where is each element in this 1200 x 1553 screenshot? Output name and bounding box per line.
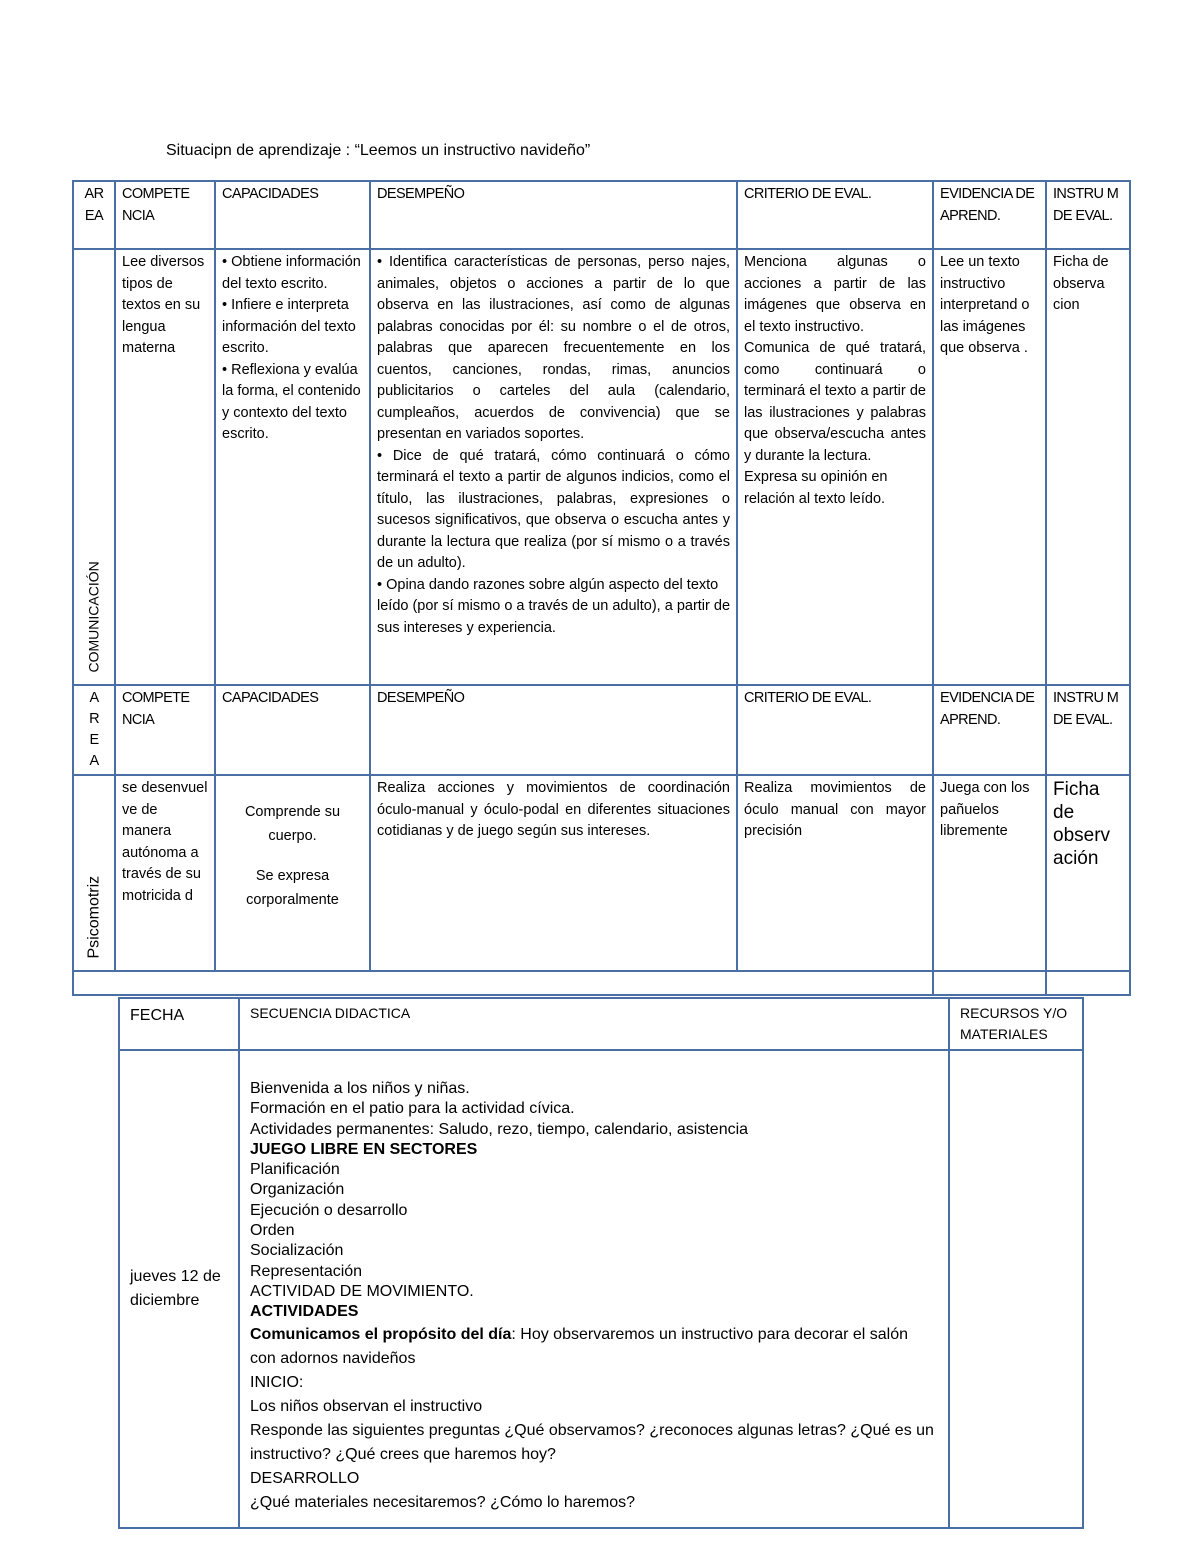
sequence-line: Organización [250,1181,345,1199]
sequence-line: Orden [250,1222,295,1240]
criterio-comunicacion [737,249,933,685]
sequence-line: Planificación [250,1161,340,1179]
header-row [73,181,1130,249]
capacidad-item: • Reflexiona y evalúa la forma, el contenido y contexto del texto escrito. [222,361,361,442]
capacidad-item: Se expresa corporalmente [246,868,339,908]
sequence-line: DESARROLLO [250,1469,360,1487]
fecha-cell: jueves 12 de diciembre [119,1050,239,1528]
area-psicomotriz-label: Psicomotriz [85,875,103,958]
sequence-header-row [119,998,1083,1050]
area-comunicacion [73,249,115,685]
desempeno-comunicacion [370,249,737,685]
capacidad-item: • Infiere e interpreta información del texto escrito. [222,297,356,356]
sequence-line: Responde las siguientes preguntas ¿Qué observamos? ¿reconoces algunas letras? ¿Qué es un instructivo? ¿Qué crees que haremos hoy? [250,1421,934,1463]
sequence-heading: JUEGO LIBRE EN SECTORES [250,1140,478,1158]
desempeno-psicomotriz: Realiza acciones y movimientos de coordinación óculo-manual y óculo-podal en diferentes situaciones cotidianas y de juego según sus intereses. [370,775,737,971]
evidencia-comunicacion: Lee un texto instructivo interpretand o las imágenes que observa . [933,249,1046,685]
sequence-line: ¿Qué materiales necesitaremos? ¿Cómo lo haremos? [250,1493,636,1511]
sequence-line: Socialización [250,1242,344,1260]
header-desempeno-2: DESEMPEÑO [370,685,737,775]
header-criterio-2: CRITERIO DE EVAL. [737,685,933,775]
header-area-2: A R E A [73,685,115,775]
capacidades-psicomotriz [215,775,370,971]
header-recursos: RECURSOS Y/O MATERIALES [949,998,1083,1050]
sequence-line: Ejecución o desarrollo [250,1201,408,1219]
proposito-line [250,1323,938,1371]
criterio-item: Comunica de qué tratará, como continuará o terminará el texto a partir de las ilustraciones y palabras que observa/escucha antes y durante la lectura. [744,340,926,464]
desempeno-item: • Dice de qué tratará, cómo continuará o cómo terminará el texto a partir de algunos indicios, como el título, las ilustraciones, palabras, expresiones o sucesos significativos, que observa o escucha antes y durante la lectura que realiza (por sí mismo o a través de un adulto). [377,447,730,571]
header-capacidades: CAPACIDADES [215,181,370,249]
empty-cell [73,971,933,995]
sequence-line: Los niños observan el instructivo [250,1397,483,1415]
unit-table [72,180,1131,996]
header-evidencia-2: EVIDENCIA DE APREND. [933,685,1046,775]
competencia-psicomotriz: se desenvuel ve de manera autónoma a través de su motricida d [115,775,215,971]
competencia-comunicacion: Lee diversos tipos de textos en su lengua materna [115,249,215,685]
sequence-heading: ACTIVIDADES [250,1303,359,1321]
criterio-item: Menciona algunas o acciones a partir de las imágenes que observa en el texto instructivo. [744,254,926,335]
proposito-label: Comunicamos el propósito del día [250,1325,512,1343]
sequence-line: Bienvenida a los niños y niñas. [250,1080,470,1097]
capacidad-item: • Obtiene información del texto escrito. [222,254,361,292]
criterio-item: Expresa su opinión en relación al texto leído. [744,469,888,507]
header-fecha: FECHA [119,998,239,1050]
sequence-line: ACTIVIDAD DE MOVIMIENTO. [250,1282,474,1300]
sequence-line: Formación en el patio para la actividad cívica. [250,1100,575,1118]
recursos-cell [949,1050,1083,1528]
header-competencia: COMPETE NCIA [115,181,215,249]
desempeno-item: • Identifica características de personas, perso najes, animales, objetos o acciones a partir de lo que observa en las ilustraciones, así como de algunas palabras conocidas por él: su nombre o el de otros, palabras que aparecen frecuentemente en los cuentos, canciones, rondas, rimas, anuncios publicitarios o carteles del aula (calendario, cumpleaños, acuerdos de convivencia) que se presentan en variados soportes. [377,254,730,442]
psicomotriz-row [73,775,1130,971]
header-desempeno: DESEMPEÑO [370,181,737,249]
page-title: Situacipn de aprendizaje : “Leemos un instructivo navideño” [166,142,591,159]
sequence-line: Actividades permanentes: Saludo, rezo, tiempo, calendario, asistencia [250,1120,749,1138]
header-capacidades-2: CAPACIDADES [215,685,370,775]
secuencia-cell [239,1050,949,1528]
empty-cell [1046,971,1130,995]
sequence-table [118,997,1084,1529]
empty-row [73,971,1130,995]
area-psicomotriz [73,775,115,971]
instrumento-comunicacion: Ficha de observa cion [1046,249,1130,685]
sequence-body-row [119,1050,1083,1528]
header-row-2 [73,685,1130,775]
header-competencia-2: COMPETE NCIA [115,685,215,775]
capacidad-item: Comprende su cuerpo. [244,804,341,844]
desempeno-item: • Opina dando razones sobre algún aspecto del texto leído (por sí mismo o a través de un adulto), a partir de sus intereses y experiencia. [377,576,731,636]
criterio-psicomotriz: Realiza movimientos de óculo manual con mayor precisión [737,775,933,971]
header-evidencia: EVIDENCIA DE APREND. [933,181,1046,249]
header-criterio: CRITERIO DE EVAL. [737,181,933,249]
header-secuencia: SECUENCIA DIDACTICA [239,998,949,1050]
area-comunicacion-label: COMUNICACIÓN [85,560,102,672]
comunicacion-row [73,249,1130,685]
sequence-line: INICIO: [250,1373,304,1391]
header-instrumento: INSTRU M DE EVAL. [1046,181,1130,249]
sequence-line: Representación [250,1262,363,1280]
header-instrumento-2: INSTRU M DE EVAL. [1046,685,1130,775]
capacidades-comunicacion [215,249,370,685]
proposito-text: : Hoy observaremos un instructivo para decorar el salón con adornos navideños [250,1325,909,1367]
header-area: AR EA [73,181,115,249]
evidencia-psicomotriz: Juega con los pañuelos libremente [933,775,1046,971]
instrumento-psicomotriz: Ficha de observ ación [1046,775,1130,971]
empty-cell [933,971,1046,995]
